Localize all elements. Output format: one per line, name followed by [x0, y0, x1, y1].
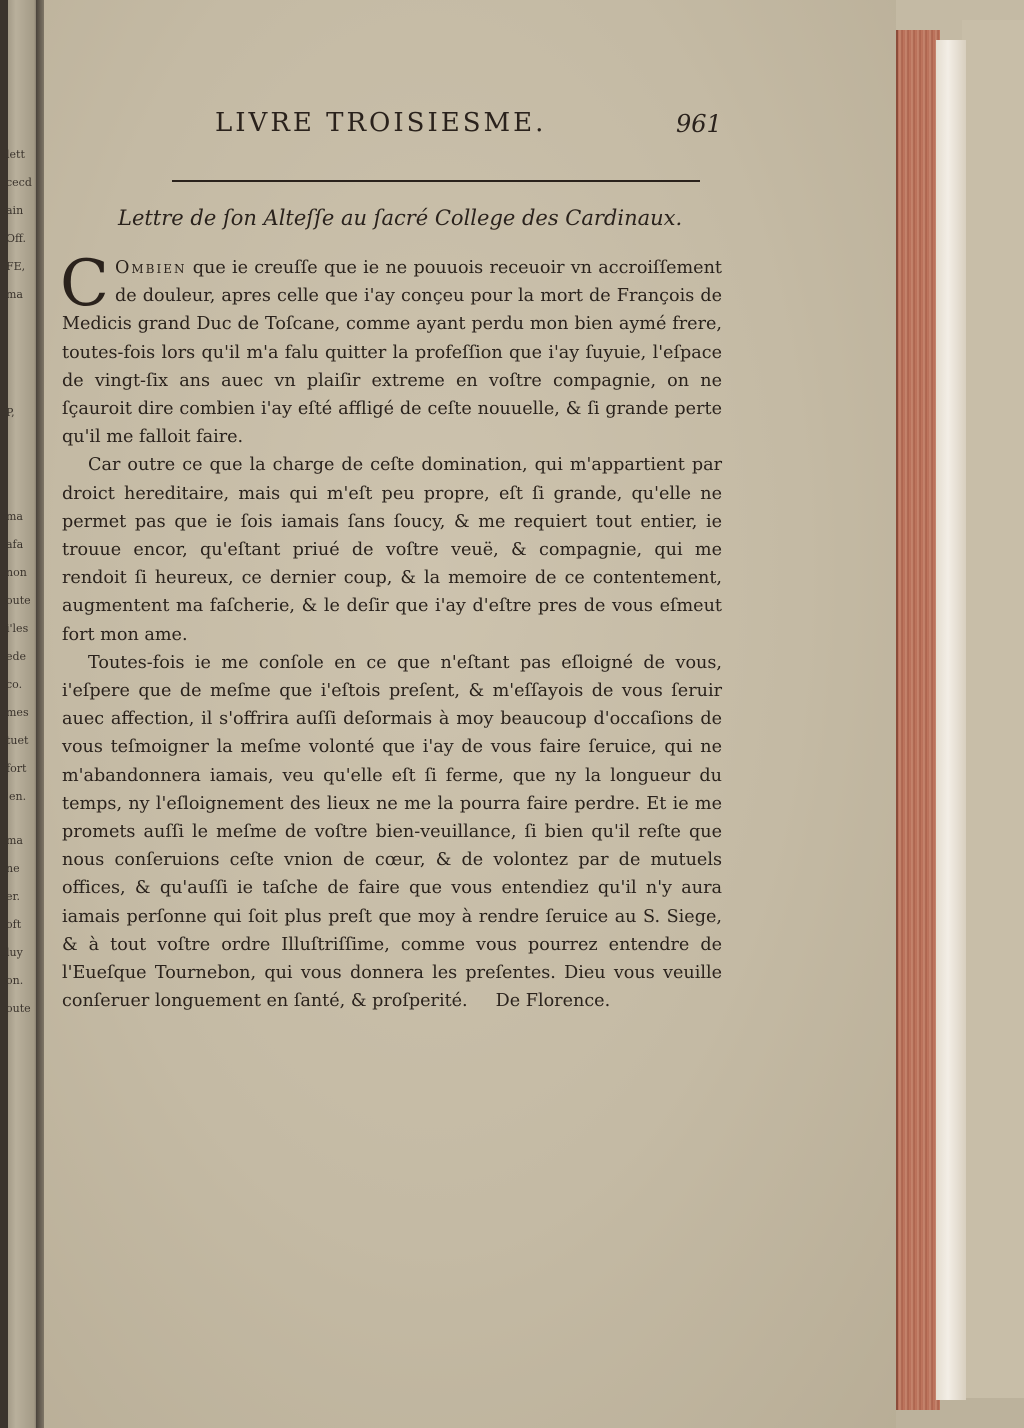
margin-fragment: non — [6, 566, 27, 579]
margin-fragment: ma — [6, 834, 23, 847]
margin-fragment: lett — [6, 148, 25, 161]
margin-fragment: ma — [6, 288, 23, 301]
letter-title: Lettre de ſon Alteſſe au ſacré College des Cardinaux. — [118, 206, 683, 230]
paragraph-3 — [62, 649, 722, 1016]
cover-board-edge — [962, 20, 1024, 1420]
page-edges-paper — [936, 40, 966, 1400]
margin-fragment: oute — [6, 594, 31, 607]
margin-fragment: on. — [6, 974, 24, 987]
paragraph-2: Car outre ce que la charge de ceſte domination, qui m'appartient par droict hereditaire, mais qui m'eſt peu propre, eſt ſi grande, qu'elle ne permet pas que ie ſois iamais ſans ſoucy, & me requiert tout entier, ie trouue encor, qu'eſtant priué de voſtre veuë, & compagnie, qui me rendoit ſi heureux, ce dernier coup, & la memoire de ce contentement, augmentent ma faſcherie, & le deſir que i'ay d'eſtre pres de vous eſmeut fort mon ame. — [62, 455, 722, 645]
paragraph-1 — [60, 247, 722, 451]
margin-fragment: afa — [6, 538, 24, 551]
margin-fragment: tuet — [6, 734, 29, 747]
letter-body — [60, 247, 722, 1015]
margin-fragment: ede — [6, 650, 27, 663]
closing-place: De Florence. — [495, 991, 611, 1012]
paragraph-text: Toutes-fois ie me conſole en ce que n'eſtant pas eſloigné de vous, i'eſpere que de meſme que i'eſtois preſent, & m'eſſayois de vous ſeruir auec affection, il s'offrira auſſi deſormais à moy beaucoup d'occaſions de vous teſmoigner la meſme volonté que i'ay de vous faire ſeruice, qui ne m'abandonnera iamais, veu qu'elle eſt ſi ferme, que ny la longueur du temps, ny l'eſloignement des lieux ne me la pourra faire perdre. Et ie me promets auſſi le meſme de voſtre bien-veuillance, ſi bien qu'il reſte que nous conſeruions ceſte vnion de cœur, & de volontez par de mutuels offices, & qu'auſſi ie taſche de faire que vous entendiez qu'il n'y aura iamais perſonne qui ſoit plus preſt que moy à rendre ſeruice au S. Siege, & à tout voſtre ordre Illuſtriſſime, comme vous pourrez entendre de l'Eueſque Tournebon, qui vous donnera les preſentes. Dieu vous veuille conſeruer longuement en ſanté, & proſperité. — [62, 652, 722, 1012]
margin-fragment: luy — [6, 946, 23, 959]
header-rule — [172, 180, 700, 182]
margin-fragment: ain — [6, 204, 24, 217]
margin-fragment: oute — [6, 1002, 31, 1015]
margin-fragment: i'les — [6, 622, 29, 635]
margin-fragment: P, — [6, 406, 15, 419]
margin-fragment: co. — [6, 678, 23, 691]
page-number: 961 — [676, 110, 722, 138]
margin-fragment: ne — [6, 862, 20, 875]
margin-fragment: FE, — [6, 260, 26, 273]
running-head: LIVRE TROISIESME. — [215, 108, 547, 138]
paragraph-text: que ie creuſſe que ie ne pouuois receuoir vn accroiſſement de douleur, apres celle que i'ay conçeu pour la mort de François de Medicis grand Duc de Toſcane, comme ayant perdu mon bien aymé frere, toutes-fois lors qu'il m'a falu quitter la profeſſion que i'ay ſuyuie, l'eſpace de vingt-ſix ans auec vn plaiſir extreme en voſtre compagnie, on ne ſçauroit dire combien i'ay eſté affligé de ceſte nouuelle, & ſi grande perte qu'il me falloit faire. — [62, 258, 722, 448]
margin-fragment: cecd — [6, 176, 32, 189]
margin-fragment: Off. — [6, 232, 26, 245]
drop-cap: C — [60, 247, 109, 321]
margin-fragment: 'en. — [6, 790, 27, 803]
margin-fragment: ma — [6, 510, 23, 523]
margin-fragment: mes — [6, 706, 29, 719]
margin-fragment: fort — [6, 762, 27, 775]
opening-word: Ombien — [114, 258, 187, 278]
margin-fragment: oft — [6, 918, 22, 931]
margin-fragment: er. — [6, 890, 21, 903]
page-edges-red — [896, 30, 940, 1410]
